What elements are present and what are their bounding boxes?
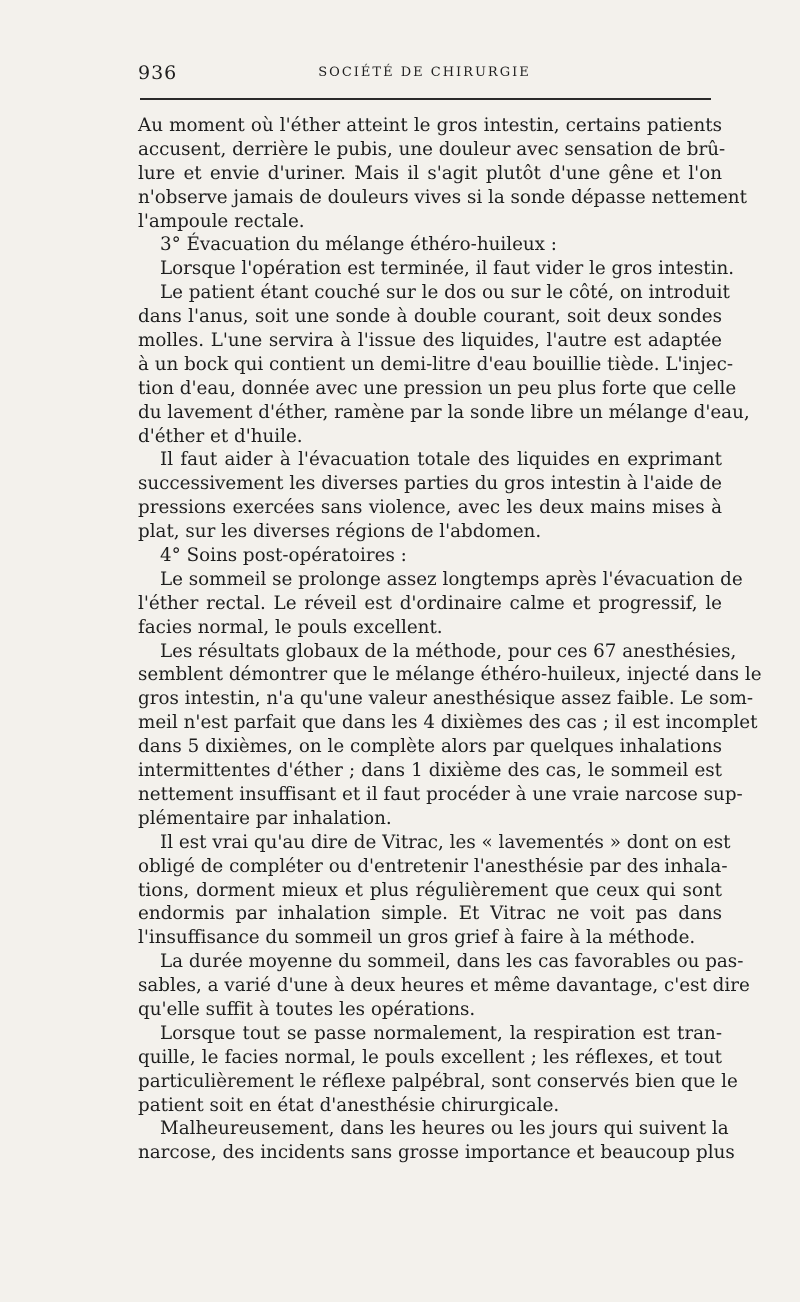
text-line: Il est vrai qu'au dire de Vitrac, les « lavementés » dont on est — [160, 831, 731, 853]
text-line: Le sommeil se prolonge assez longtemps après l'évacuation de — [160, 568, 743, 590]
text-line: successivement les diverses parties du gros intestin à l'aide de — [138, 473, 722, 495]
text-line: qu'elle suffit à toutes les opérations. — [138, 998, 476, 1020]
text-line: obligé de compléter ou d'entretenir l'anesthésie par des inhala- — [138, 855, 728, 877]
page-header — [138, 58, 711, 88]
running-title: SOCIÉTÉ DE CHIRURGIE — [318, 65, 531, 80]
text-line: du lavement d'éther, ramène par la sonde libre un mélange d'eau, — [138, 401, 750, 423]
section-heading: 3° Évacuation du mélange éthéro-huileux : — [160, 234, 557, 256]
header-rule — [140, 98, 711, 100]
text-line: facies normal, le pouls excellent. — [138, 616, 443, 638]
text-line: nettement insuffisant et il faut procéder à une vraie narcose sup- — [138, 783, 743, 805]
text-line: Il faut aider à l'évacuation totale des liquides en exprimant — [160, 449, 722, 471]
text-line: plémentaire par inhalation. — [138, 807, 392, 829]
text-line: Les résultats globaux de la méthode, pour ces 67 anesthésies, — [160, 640, 737, 662]
text-line: semblent démontrer que le mélange éthéro-huileux, injecté dans le — [138, 664, 762, 686]
text-line: tion d'eau, donnée avec une pression un peu plus forte que celle — [138, 377, 737, 399]
text-line: accusent, derrière le pubis, une douleur avec sensation de brû- — [138, 138, 726, 160]
text-line: endormis par inhalation simple. Et Vitrac ne voit pas dans — [138, 903, 722, 925]
text-line: plat, sur les diverses régions de l'abdomen. — [138, 521, 542, 543]
text-line: Malheureusement, dans les heures ou les jours qui suivent la — [160, 1118, 729, 1140]
text-line: dans 5 dixièmes, on le complète alors par quelques inhalations — [138, 736, 722, 758]
text-line: l'ampoule rectale. — [138, 210, 305, 232]
text-line: Le patient étant couché sur le dos ou sur le côté, on introduit — [160, 282, 730, 304]
text-line: l'insuffisance du sommeil un gros grief à faire à la méthode. — [138, 927, 696, 949]
text-line: tions, dorment mieux et plus régulièrement que ceux qui sont — [138, 879, 722, 901]
text-line: sables, a varié d'une à deux heures et même davantage, c'est dire — [138, 975, 750, 997]
text-line: Au moment où l'éther atteint le gros intestin, certains patients — [138, 115, 722, 136]
text-line: d'éther et d'huile. — [138, 425, 303, 447]
text-line: dans l'anus, soit une sonde à double courant, soit deux sondes — [138, 306, 722, 328]
text-line: gros intestin, n'a qu'une valeur anesthésique assez faible. Le som- — [138, 688, 754, 710]
text-line: particulièrement le réflexe palpébral, sont conservés bien que le — [138, 1070, 738, 1092]
page-number: 936 — [138, 62, 178, 84]
section-heading: 4° Soins post-opératoires : — [160, 545, 407, 567]
text-line: pressions exercées sans violence, avec les deux mains mises à — [138, 497, 722, 519]
text-line: La durée moyenne du sommeil, dans les cas favorables ou pas- — [160, 951, 744, 973]
text-line: patient soit en état d'anesthésie chirurgicale. — [138, 1094, 560, 1116]
text-line: lure et envie d'uriner. Mais il s'agit plutôt d'une gêne et l'on — [138, 162, 722, 184]
text-line: Lorsque l'opération est terminée, il faut vider le gros intestin. — [160, 258, 735, 280]
text-line: meil n'est parfait que dans les 4 dixièmes des cas ; il est incomplet — [138, 712, 758, 734]
text-line: narcose, des incidents sans grosse importance et beaucoup plus — [138, 1142, 735, 1164]
text-line: Lorsque tout se passe normalement, la respiration est tran- — [160, 1022, 722, 1044]
text-line: n'observe jamais de douleurs vives si la sonde dépasse nettement — [138, 186, 747, 208]
text-line: molles. L'une servira à l'issue des liquides, l'autre est adaptée — [138, 330, 722, 352]
text-line: quille, le facies normal, le pouls excellent ; les réflexes, et tout — [138, 1046, 722, 1068]
body-text — [138, 114, 762, 1165]
text-line: intermittentes d'éther ; dans 1 dixième des cas, le sommeil est — [138, 760, 722, 782]
text-line: à un bock qui contient un demi-litre d'eau bouillie tiède. L'injec- — [138, 353, 734, 375]
text-line: l'éther rectal. Le réveil est d'ordinaire calme et progressif, le — [138, 592, 722, 614]
